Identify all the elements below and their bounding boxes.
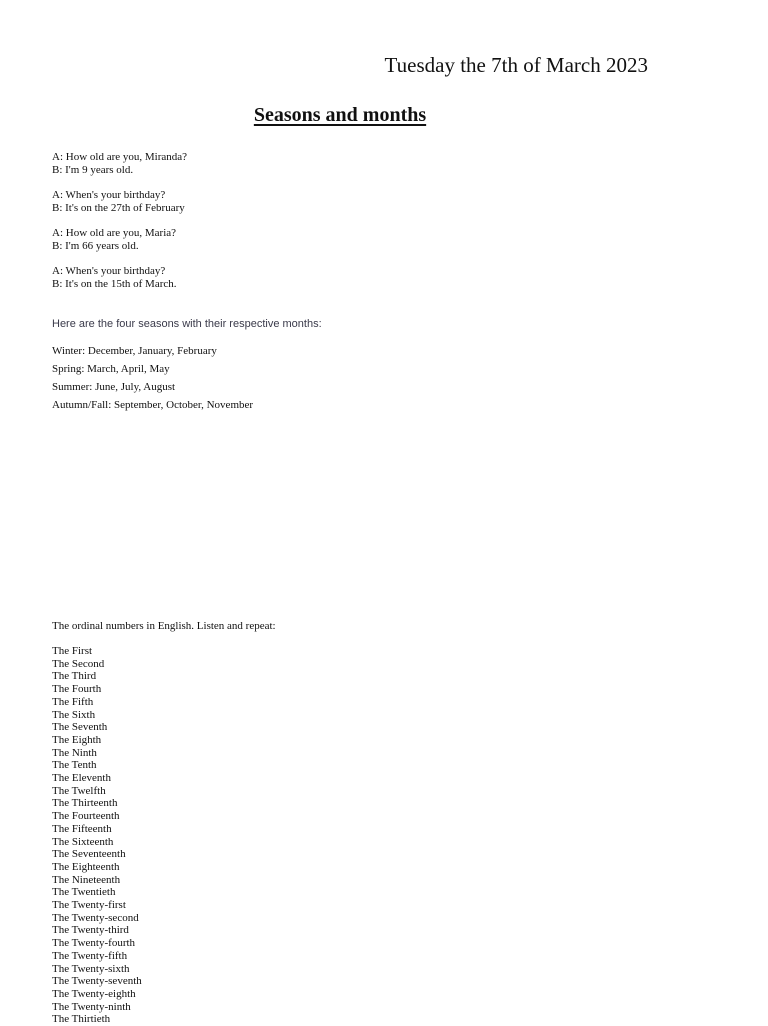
ordinal-list (52, 645, 142, 1026)
dialogue-question: A: When's your birthday? (52, 189, 166, 201)
dialogue-section (52, 151, 187, 303)
ordinal-item: The Twenty-seventh (52, 975, 142, 988)
ordinal-item: The Twenty-fourth (52, 937, 136, 950)
dialogue-question: A: When's your birthday? (52, 265, 166, 277)
dialogue-block (52, 265, 187, 291)
ordinal-item: The Twenty-third (52, 924, 129, 937)
dialogue-block (52, 151, 187, 177)
dialogue-answer: B: It's on the 27th of February (52, 202, 185, 214)
ordinal-item: The Seventeenth (52, 848, 126, 861)
ordinals-intro: The ordinal numbers in English. Listen and repeat: (52, 620, 276, 632)
ordinal-item: The Twenty-second (52, 911, 139, 924)
ordinal-item: The Eighteenth (52, 860, 120, 873)
ordinal-item: The Twelfth (52, 784, 106, 797)
ordinal-item: The Twenty-fifth (52, 949, 128, 962)
season-item: Summer: June, July, August (52, 381, 176, 393)
ordinal-item: The Fifth (52, 695, 94, 708)
ordinal-item: The First (52, 645, 93, 657)
document-date: Tuesday the 7th of March 2023 (384, 53, 648, 77)
dialogue-answer: B: I'm 9 years old. (52, 164, 134, 176)
ordinal-item: The Third (52, 670, 97, 683)
season-item: Autumn/Fall: September, October, November (52, 399, 254, 411)
dialogue-answer: B: It's on the 15th of March. (52, 278, 177, 290)
season-item: Winter: December, January, February (52, 345, 217, 357)
dialogue-block (52, 227, 187, 253)
dialogue-answer: B: I'm 66 years old. (52, 240, 139, 252)
ordinal-item: The Thirteenth (52, 797, 118, 810)
ordinal-item: The Fourth (52, 683, 102, 696)
dialogue-question: A: How old are you, Miranda? (52, 151, 188, 163)
ordinal-item: The Eleventh (52, 772, 111, 785)
ordinal-item: The Sixth (52, 708, 96, 721)
ordinal-item: The Fifteenth (52, 822, 112, 835)
ordinal-item: The Seventh (52, 721, 108, 734)
ordinal-item: The Ninth (52, 746, 97, 759)
ordinal-item: The Thirtieth (52, 1013, 111, 1026)
dialogue-block (52, 189, 187, 215)
ordinal-item: The Nineteenth (52, 873, 121, 886)
season-list (52, 342, 253, 414)
ordinal-item: The Twentieth (52, 886, 116, 899)
ordinal-item: The Second (52, 657, 105, 670)
ordinal-item: The Twenty-ninth (52, 1000, 131, 1013)
seasons-intro: Here are the four seasons with their respective months: (52, 318, 322, 330)
ordinal-item: The Twenty-sixth (52, 962, 130, 975)
ordinal-item: The Fourteenth (52, 810, 120, 823)
ordinal-item: The Twenty-first (52, 899, 126, 912)
ordinal-item: The Eighth (52, 733, 102, 746)
dialogue-question: A: How old are you, Maria? (52, 227, 177, 239)
ordinal-item: The Twenty-eighth (52, 987, 136, 1000)
ordinal-item: The Tenth (52, 759, 97, 772)
ordinal-item: The Sixteenth (52, 835, 114, 848)
document-title: Seasons and months (253, 104, 427, 126)
season-item: Spring: March, April, May (52, 363, 170, 375)
